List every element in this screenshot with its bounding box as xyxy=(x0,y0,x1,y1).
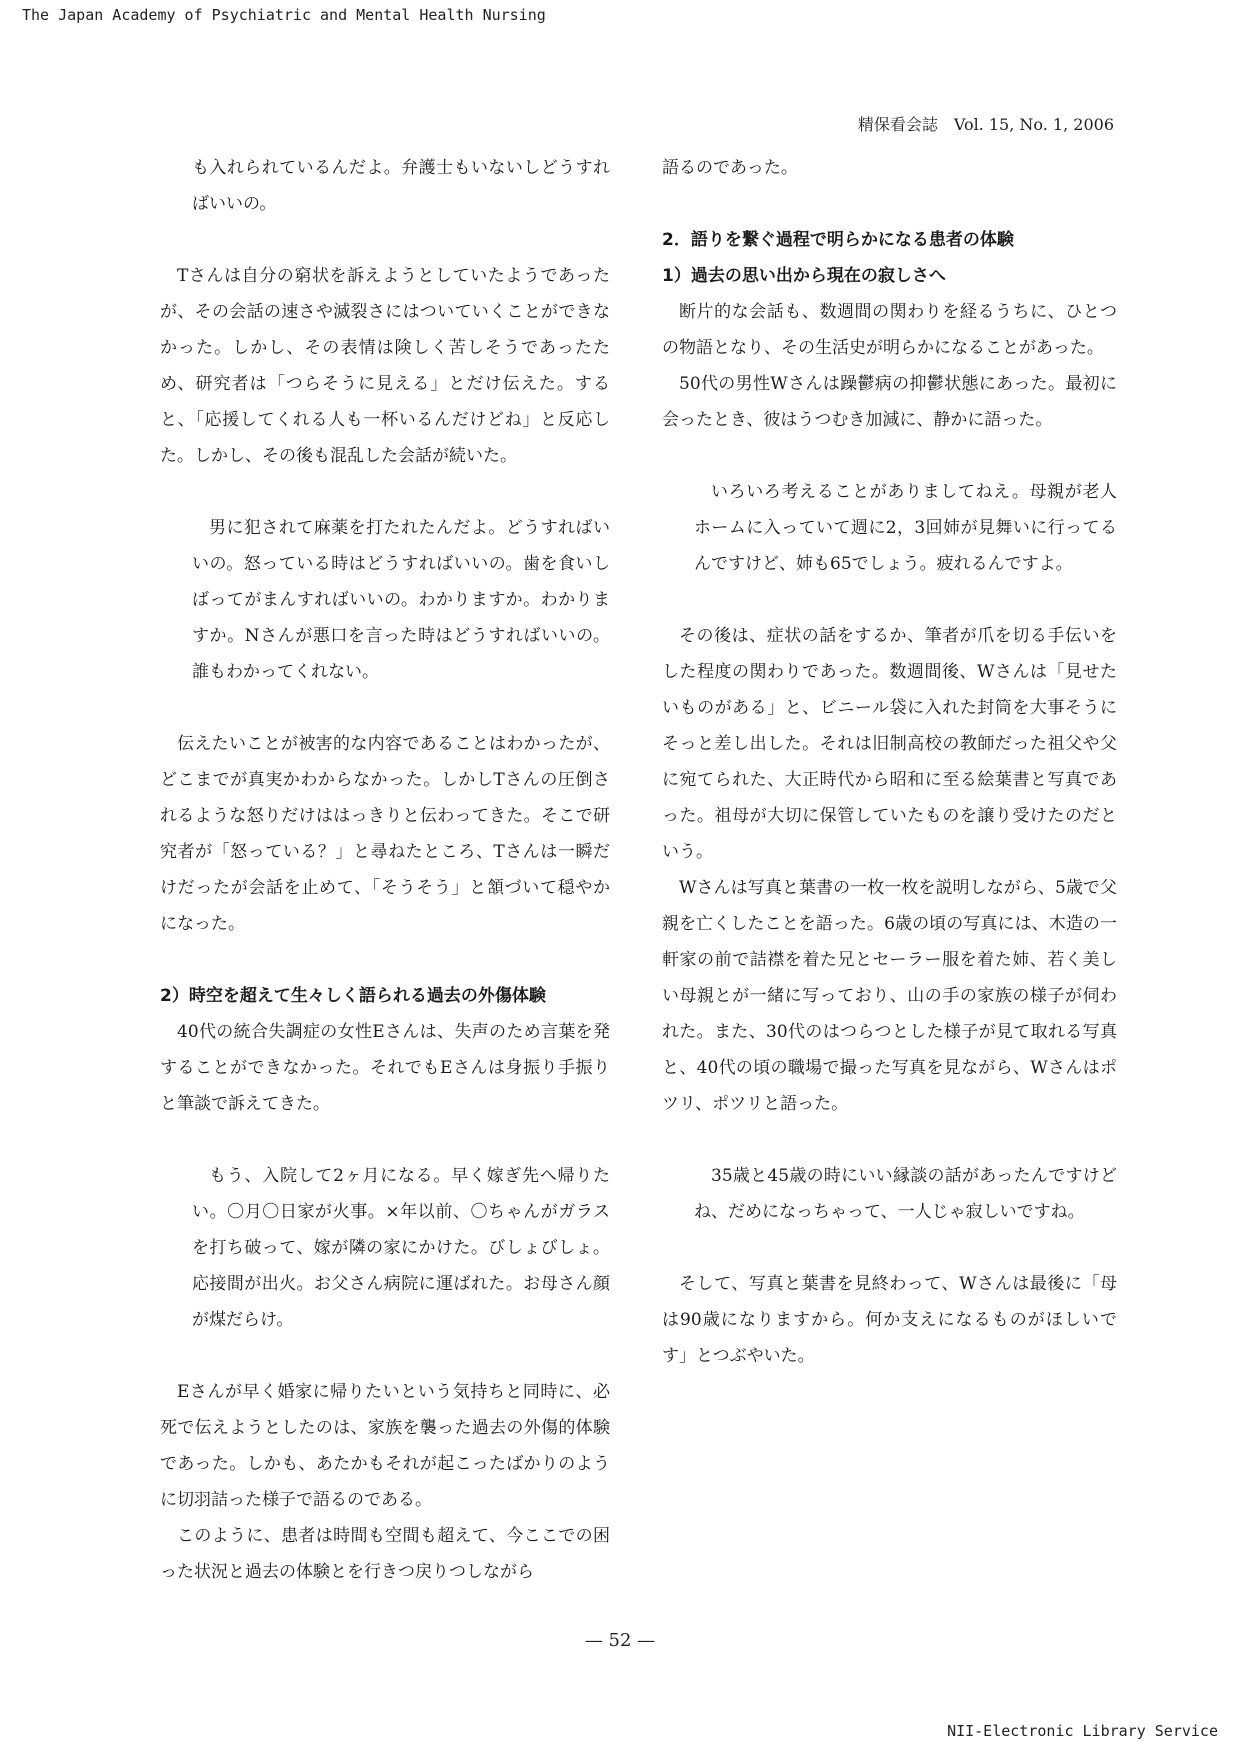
body-paragraph: 伝えたいことが被害的な内容であることはわかったが、どこまでが真実かわからなかった。しかしTさんの圧倒されるような怒りだけははっきりと伝わってきた。そこで研究者が「怒っている？」と尋ねたところ、Tさんは一瞬だけだったが会話を止めて、「そうそう」と頷づいて穏やかになった。 xyxy=(160,734,610,934)
quote-t-tail xyxy=(160,150,610,222)
quote-text: いろいろ考えることがありましてねえ。母親が老人ホームに入っていて週に2，3回姉が見舞いに行ってるんですけど、姉も65でしょう。疲れるんですよ。 xyxy=(694,482,1117,574)
quote-w-1 xyxy=(662,474,1117,582)
page-number: — 52 — xyxy=(584,1630,656,1651)
section-heading: 2）時空を超えて生々しく語られる過去の外傷体験 xyxy=(160,986,546,1006)
body-paragraph: 断片的な会話も、数週間の関わりを経るうちに、ひとつの物語となり、その生活史が明らかになることがあった。 xyxy=(662,302,1117,358)
quote-text: もう、入院して2ヶ月になる。早く嫁ぎ先へ帰りたい。〇月〇日家が火事。×年以前、〇ちゃんがガラスを打ち破って、嫁が隣の家にかけた。びしょびしょ。応接間が出火。お父さん病院に運ばれた。お母さん顔が煤だらけ。 xyxy=(192,1166,610,1330)
quote-t xyxy=(160,510,610,690)
left-column xyxy=(160,150,610,1590)
body-paragraph: 語るのであった。 xyxy=(662,158,798,178)
right-column xyxy=(662,150,1117,1374)
body-paragraph: そして、写真と葉書を見終わって、Wさんは最後に「母は90歳になりますから。何か支えになるものがほしいです」とつぶやいた。 xyxy=(662,1274,1117,1366)
section-heading: 2．語りを繋ぐ過程で明らかになる患者の体験 xyxy=(662,230,1014,250)
library-service-watermark: NII-Electronic Library Service xyxy=(947,1722,1218,1740)
body-paragraph: その後は、症状の話をするか、筆者が爪を切る手伝いをした程度の関わりであった。数週間後、Wさんは「見せたいものがある」と、ビニール袋に入れた封筒を大事そうにそっと差し出した。それは旧制高校の教師だった祖父や父に宛てられた、大正時代から昭和に至る絵葉書と写真であった。祖母が大切に保管していたものを譲り受けたのだという。 xyxy=(662,626,1117,862)
quote-w-2 xyxy=(662,1158,1117,1230)
source-watermark: The Japan Academy of Psychiatric and Mental Health Nursing xyxy=(22,6,546,24)
body-paragraph: Wさんは写真と葉書の一枚一枚を説明しながら、5歳で父親を亡くしたことを語った。6歳の頃の写真には、木造の一軒家の前で詰襟を着た兄とセーラー服を着た姉、若く美しい母親とが一緒に写っており、山の手の家族の様子が伺われた。また、30代のはつらつとした様子が見て取れる写真と、40代の頃の職場で撮った写真を見ながら、Wさんはポツリ、ポツリと語った。 xyxy=(662,878,1117,1114)
quote-text: 35歳と45歳の時にいい縁談の話があったんですけどね、だめになっちゃって、一人じゃ寂しいですね。 xyxy=(694,1166,1117,1222)
body-paragraph: 50代の男性Wさんは躁鬱病の抑鬱状態にあった。最初に会ったとき、彼はうつむき加減に、静かに語った。 xyxy=(662,374,1117,430)
quote-text: 男に犯されて麻薬を打たれたんだよ。どうすればいいの。怒っている時はどうすればいいの。歯を食いしばってがまんすればいいの。わかりますか。わかりますか。Nさんが悪口を言った時はどうすればいいの。誰もわかってくれない。 xyxy=(192,518,610,682)
journal-running-head: 精保看会誌 Vol. 15, No. 1, 2006 xyxy=(857,115,1114,134)
body-paragraph: Eさんが早く婚家に帰りたいという気持ちと同時に、必死で伝えようとしたのは、家族を襲った過去の外傷的体験であった。しかも、あたかもそれが起こったばかりのように切羽詰った様子で語るのである。 xyxy=(160,1382,610,1510)
body-paragraph: 40代の統合失調症の女性Eさんは、失声のため言葉を発することができなかった。それでもEさんは身振り手振りと筆談で訴えてきた。 xyxy=(160,1022,610,1114)
subsection-heading: 1）過去の思い出から現在の寂しさへ xyxy=(662,266,946,286)
body-paragraph: Tさんは自分の窮状を訴えようとしていたようであったが、その会話の速さや滅裂さにはついていくことができなかった。しかし、その表情は険しく苦しそうであったため、研究者は「つらそうに見える」とだけ伝えた。すると、「応援してくれる人も一杯いるんだけどね」と反応した。しかし、その後も混乱した会話が続いた。 xyxy=(160,266,610,466)
body-paragraph: このように、患者は時間も空間も超えて、今ここでの困った状況と過去の体験とを行きつ戻りつしながら xyxy=(160,1526,610,1582)
quote-e xyxy=(160,1158,610,1338)
quote-text: も入れられているんだよ。弁護士もいないしどうすればいいの。 xyxy=(192,158,610,214)
